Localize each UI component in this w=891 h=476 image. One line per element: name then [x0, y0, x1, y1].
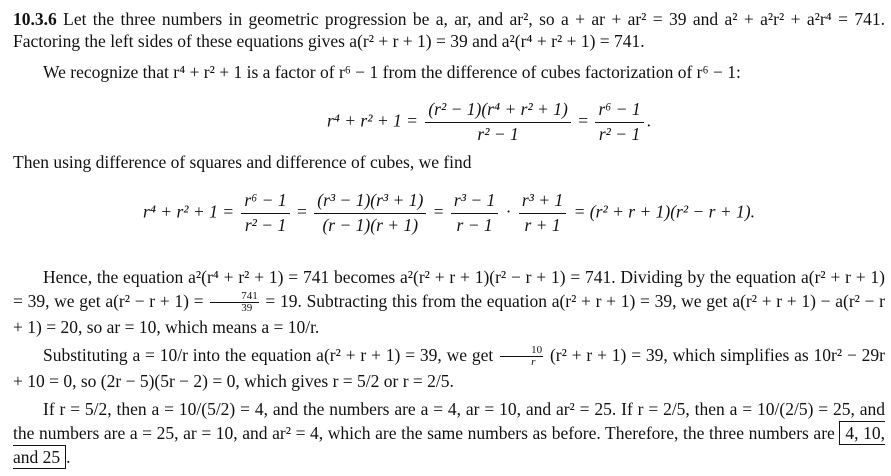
substitute-frac-denominator: r — [531, 356, 536, 369]
eq2-frac2-numerator: (r³ − 1)(r³ + 1) — [314, 190, 426, 214]
equation-2 — [13, 190, 885, 237]
hence-paragraph — [13, 265, 885, 339]
equation-1 — [13, 99, 891, 146]
eq2-fraction-2 — [314, 190, 426, 237]
substitute-text-1: Substituting a = 10/r into the equation a(r² + r + 1) = 39, we get — [43, 345, 494, 365]
eq2-equals-1: = — [297, 201, 307, 222]
hence-text-2: = 19. Subtracting this from the equation a(r² + r + 1) = 39, we get a(r² + r + 1) − a(r² − r + 1) = 20, so ar = 10, which means a = 10/r. — [13, 291, 885, 338]
eq1-period: . — [646, 110, 652, 131]
eq2-frac1-numerator: r⁶ − 1 — [241, 190, 289, 214]
hence-text-1: Hence, the equation a²(r⁴ + r² + 1) = 741 becomes a²(r² + r + 1)(r² − r + 1) = 741. Dividing by the equation a(r² + r + 1) = 39, we get a(r² − r + 1) = — [13, 267, 885, 311]
conclusion-text: If r = 5/2, then a = 10/(5/2) = 4, and the numbers are a = 4, ar = 10, and ar² = 25. If r = 2/5, then a = 10/(2/5) = 25, and the numbers are a = 25, ar = 10, and ar² = 4, which are the same numbers as before. Therefore, the three numbers are — [13, 399, 885, 443]
recognize-text: We recognize that r⁴ + r² + 1 is a factor of r⁶ − 1 from the difference of cubes factorization of r⁶ − 1: — [43, 62, 741, 82]
answer-box: 4, 10, and 25 — [13, 423, 886, 467]
hence-fraction — [210, 291, 259, 315]
conclusion-period: . — [66, 447, 71, 467]
substitute-frac-numerator: 10 — [500, 345, 543, 358]
intro-line-2: Factoring the left sides of these equations gives a(r² + r + 1) = 39 and a²(r⁴ + r² + 1) = 741. — [13, 30, 645, 51]
eq2-frac4-numerator: r³ + 1 — [519, 190, 566, 214]
eq1-frac1-denominator: r² − 1 — [477, 123, 519, 144]
eq1-equals: = — [578, 110, 589, 131]
eq2-dot: · — [505, 201, 512, 222]
problem-number: 10.3.6 — [13, 9, 57, 29]
recognize-paragraph — [13, 62, 885, 84]
eq1-frac2-denominator: r² − 1 — [598, 123, 641, 144]
eq1-fraction-2 — [595, 99, 643, 146]
eq2-equals-2: = — [433, 201, 444, 222]
intro-line-1: Let the three numbers in geometric progression be a, ar, and ar², so a + ar + ar² = 39 and a² + a²r² + a²r⁴ = 741. — [63, 9, 885, 29]
eq1-fraction-1 — [425, 99, 571, 146]
eq2-fraction-4 — [519, 190, 566, 237]
eq2-frac3-denominator: r − 1 — [456, 214, 493, 235]
eq2-frac3-numerator: r³ − 1 — [451, 190, 498, 214]
eq2-fraction-3 — [451, 190, 498, 237]
eq2-lhs: r⁴ + r² + 1 = — [143, 201, 235, 222]
problem-intro — [13, 9, 885, 53]
eq1-lhs: r⁴ + r² + 1 = — [326, 110, 418, 131]
eq2-rhs: = (r² + r + 1)(r² − r + 1). — [573, 201, 755, 222]
substitute-text-2: (r² + r + 1) = 39, which simplifies as 10r² − 29r + 10 = 0, so (2r − 5)(5r − 2) = 0, which gives r = 5/2 or r = 2/5. — [13, 345, 886, 392]
then-text: Then using difference of squares and difference of cubes, we find — [13, 152, 472, 172]
eq2-frac4-denominator: r + 1 — [524, 214, 561, 235]
substitute-paragraph — [13, 343, 885, 393]
eq1-frac1-numerator: (r² − 1)(r⁴ + r² + 1) — [425, 99, 571, 123]
eq2-frac2-denominator: (r − 1)(r + 1) — [322, 214, 419, 235]
substitute-fraction — [500, 345, 543, 369]
conclusion-paragraph — [13, 397, 885, 469]
eq2-fraction-1 — [241, 190, 289, 237]
eq1-frac2-numerator: r⁶ − 1 — [595, 99, 643, 123]
eq2-frac1-denominator: r² − 1 — [244, 214, 287, 235]
hence-frac-numerator: 741 — [210, 291, 259, 304]
hence-frac-denominator: 39 — [241, 302, 253, 315]
then-paragraph — [13, 152, 885, 174]
